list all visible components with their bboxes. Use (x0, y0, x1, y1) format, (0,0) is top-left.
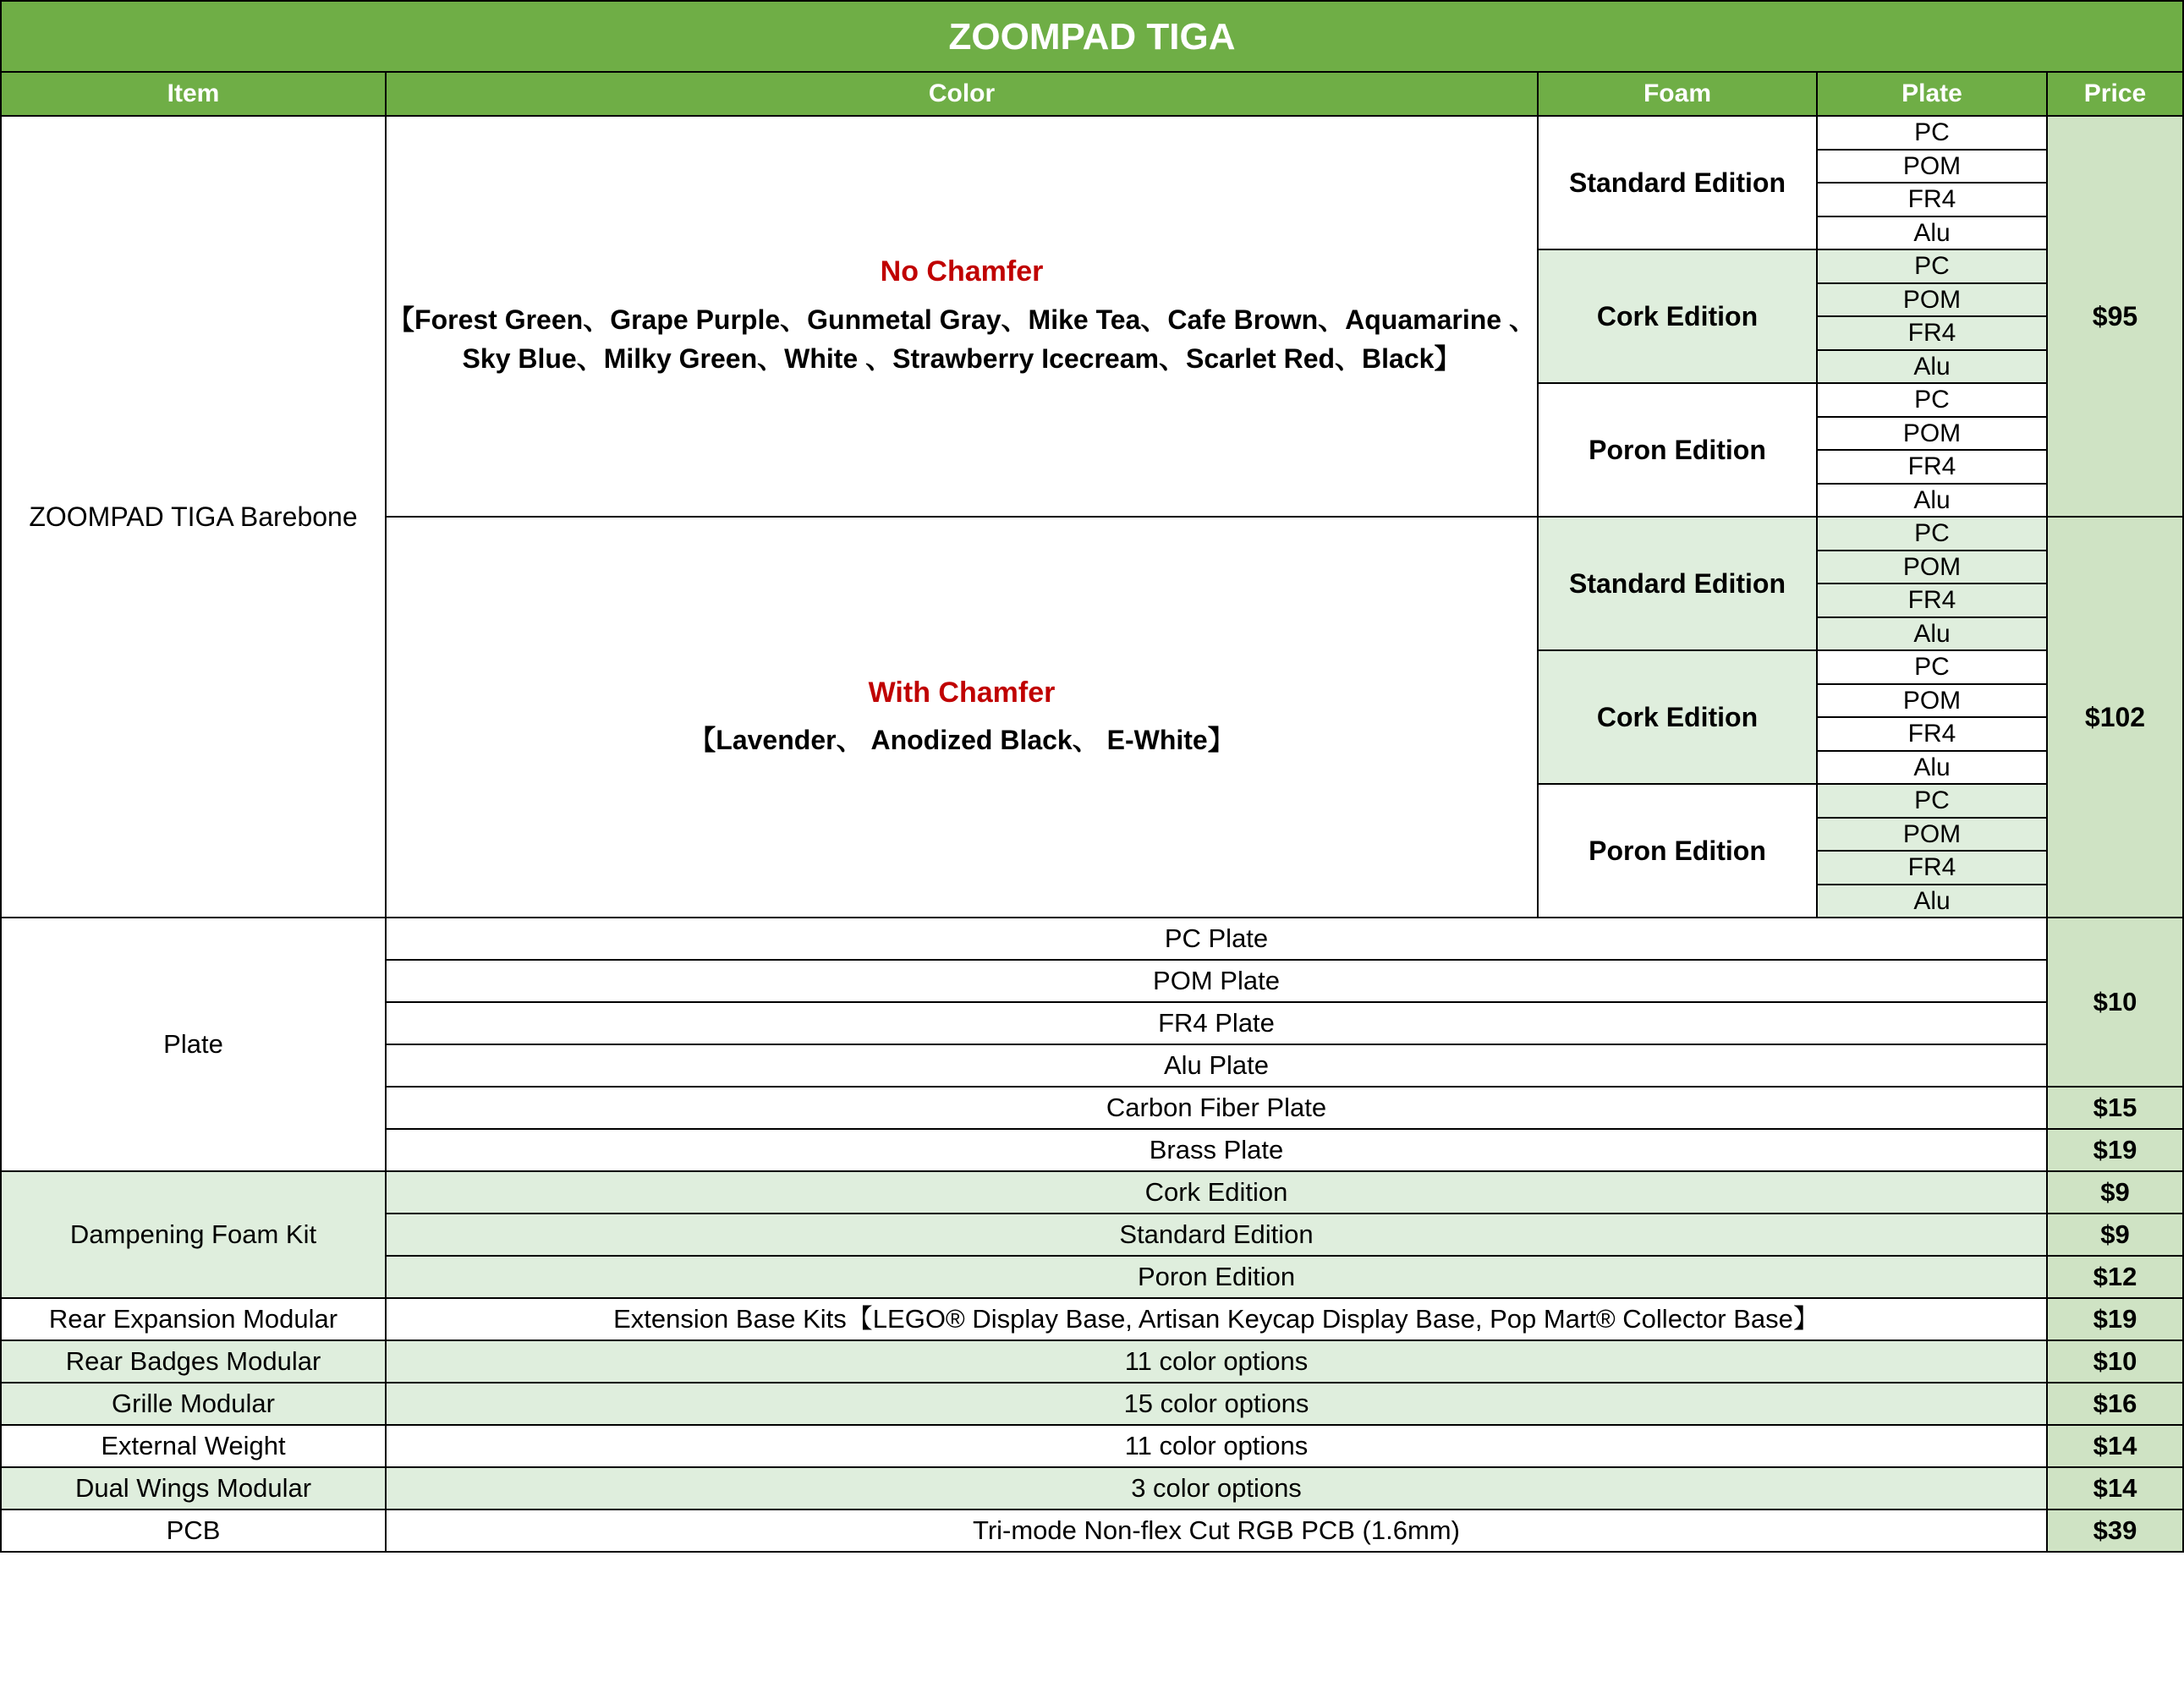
item-label-external-weight: External Weight (1, 1425, 386, 1467)
plate-option: FR4 (1817, 316, 2047, 350)
plate-option: Alu (1817, 751, 2047, 785)
modular-description: 11 color options (386, 1340, 2047, 1383)
price-no-chamfer: $95 (2047, 116, 2183, 517)
table-row (1, 1298, 2183, 1340)
price-pcb: $39 (2047, 1509, 2183, 1552)
foam-kit-row-label: Cork Edition (386, 1171, 2047, 1214)
table-row (1, 1383, 2183, 1425)
item-label-pcb: PCB (1, 1509, 386, 1552)
plate-row-label: Brass Plate (386, 1129, 2047, 1171)
plate-option: FR4 (1817, 183, 2047, 216)
item-label-rear-expansion-modular: Rear Expansion Modular (1, 1298, 386, 1340)
plate-option: Alu (1817, 617, 2047, 651)
plate-option: Alu (1817, 216, 2047, 250)
price-with-chamfer: $102 (2047, 517, 2183, 918)
table-row (1, 116, 2183, 150)
plate-option: POM (1817, 684, 2047, 718)
foam-kit-row-label: Poron Edition (386, 1256, 2047, 1298)
page-title: ZOOMPAD TIGA (1, 1, 2183, 72)
header-color: Color (386, 72, 1538, 116)
plate-option: PC (1817, 383, 2047, 417)
header-item: Item (1, 72, 386, 116)
table-row (1, 1467, 2183, 1509)
foam-standard-edition: Standard Edition (1538, 116, 1817, 249)
price-carbon-fiber-plate: $15 (2047, 1087, 2183, 1129)
plate-row-label: FR4 Plate (386, 1002, 2047, 1044)
plate-option: FR4 (1817, 717, 2047, 751)
plate-option: POM (1817, 551, 2047, 584)
price-external-weight: $14 (2047, 1425, 2183, 1467)
table-row (1, 1509, 2183, 1552)
table-title-row (1, 1, 2183, 72)
modular-description: Extension Base Kits【LEGO® Display Base, Artisan Keycap Display Base, Pop Mart® Collector Base】 (386, 1298, 2047, 1340)
plate-option: Alu (1817, 484, 2047, 518)
plate-option: PC (1817, 249, 2047, 283)
foam-standard-edition: Standard Edition (1538, 517, 1817, 650)
header-plate: Plate (1817, 72, 2047, 116)
chamfer-color-list: 【Forest Green、Grape Purple、Gunmetal Gray、Mike Tea、Cafe Brown、Aquamarine 、Sky Blue、Milky Green、White 、Strawberry Icecream、Scarlet Red、Black】 (387, 304, 1536, 375)
chamfer-color-list: 【Lavender、 Anodized Black、 E-White】 (689, 725, 1235, 756)
modular-description: 15 color options (386, 1383, 2047, 1425)
plate-option: POM (1817, 283, 2047, 317)
modular-description: 3 color options (386, 1467, 2047, 1509)
table-row (1, 918, 2183, 960)
header-price: Price (2047, 72, 2183, 116)
price-brass-plate: $19 (2047, 1129, 2183, 1171)
price-grille-modular: $16 (2047, 1383, 2183, 1425)
foam-cork-edition: Cork Edition (1538, 650, 1817, 784)
modular-description: Tri-mode Non-flex Cut RGB PCB (1.6mm) (386, 1509, 2047, 1552)
table-row (1, 1425, 2183, 1467)
plate-row-label: Carbon Fiber Plate (386, 1087, 2047, 1129)
price-poron-edition: $12 (2047, 1256, 2183, 1298)
item-label-dual-wings-modular: Dual Wings Modular (1, 1467, 386, 1509)
item-label-rear-badges-modular: Rear Badges Modular (1, 1340, 386, 1383)
plate-option: PC (1817, 116, 2047, 150)
price-rear-badges-modular: $10 (2047, 1340, 2183, 1383)
chamfer-title: With Chamfer (868, 676, 1056, 709)
foam-poron-edition: Poron Edition (1538, 383, 1817, 517)
foam-cork-edition: Cork Edition (1538, 249, 1817, 383)
plate-option: POM (1817, 417, 2047, 451)
plate-option: Alu (1817, 350, 2047, 384)
foam-poron-edition: Poron Edition (1538, 784, 1817, 918)
plate-option: Alu (1817, 885, 2047, 918)
plate-option: FR4 (1817, 450, 2047, 484)
plate-row-label: PC Plate (386, 918, 2047, 960)
plate-option: FR4 (1817, 851, 2047, 885)
price-rear-expansion-modular: $19 (2047, 1298, 2183, 1340)
color-group-no-chamfer (386, 116, 1538, 517)
plate-option: FR4 (1817, 584, 2047, 617)
price-cork-edition: $9 (2047, 1171, 2183, 1214)
modular-description: 11 color options (386, 1425, 2047, 1467)
plate-option: PC (1817, 784, 2047, 818)
plate-option: PC (1817, 517, 2047, 551)
table-header-row (1, 72, 2183, 116)
table-row (1, 1171, 2183, 1214)
price-dual-wings-modular: $14 (2047, 1467, 2183, 1509)
price-plate-basic: $10 (2047, 918, 2183, 1087)
item-label-grille-modular: Grille Modular (1, 1383, 386, 1425)
item-label-plate: Plate (1, 918, 386, 1171)
item-label-barebone: ZOOMPAD TIGA Barebone (1, 116, 386, 918)
plate-option: POM (1817, 818, 2047, 852)
plate-option: PC (1817, 650, 2047, 684)
item-label-dampening-foam-kit: Dampening Foam Kit (1, 1171, 386, 1298)
chamfer-title: No Chamfer (880, 255, 1044, 288)
plate-option: POM (1817, 150, 2047, 184)
table-row (1, 1340, 2183, 1383)
plate-row-label: POM Plate (386, 960, 2047, 1002)
price-standard-edition: $9 (2047, 1214, 2183, 1256)
foam-kit-row-label: Standard Edition (386, 1214, 2047, 1256)
header-foam: Foam (1538, 72, 1817, 116)
plate-row-label: Alu Plate (386, 1044, 2047, 1087)
color-group-with-chamfer (386, 517, 1538, 918)
